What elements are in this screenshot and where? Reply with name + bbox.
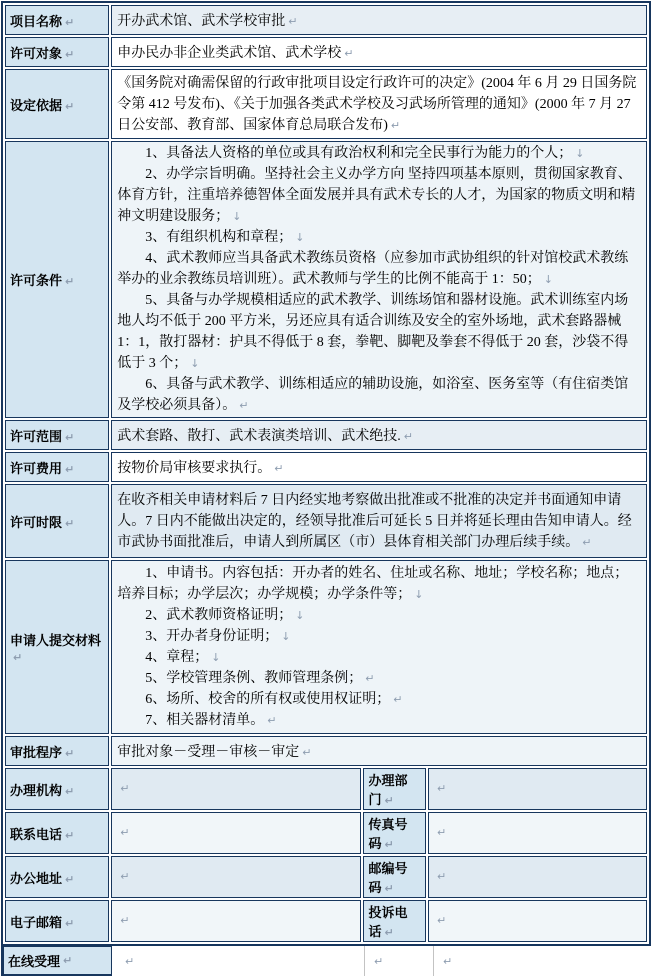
linebreak-mark: ↓ (414, 588, 424, 601)
label-fax-number (363, 812, 426, 854)
return-mark: ↵ (13, 650, 23, 664)
label-text: 项目名称 (10, 13, 63, 29)
return-mark: ↵ (344, 47, 354, 60)
label-text: 电子邮箱 (10, 914, 63, 930)
material-text: 7、相关器材清单。 (145, 713, 265, 728)
row-handling-agency (5, 768, 647, 810)
return-mark: ↵ (443, 954, 453, 968)
value-license-conditions (111, 141, 647, 418)
label-project-name (5, 5, 109, 35)
linebreak-mark: ↓ (543, 273, 553, 286)
value-handling-agency (111, 768, 361, 810)
value-text: 在收齐相关申请材料后 7 日内经实地考察做出批准或不批准的决定并书面通知申请人。7 日内不能做出决定的，经领导批准后可延长 5 日并将延长理由告知申请人。经市武协书面批准后，申请人到所属区（市）县体育相关部门办理后续手续。 (117, 492, 632, 550)
value-time-limit (111, 484, 647, 558)
condition-item (117, 290, 641, 374)
value-email (111, 900, 361, 942)
label-text: 办理机构 (10, 782, 63, 798)
label-time-limit (5, 484, 109, 558)
return-mark: ↵ (65, 916, 75, 930)
linebreak-mark: ↓ (281, 630, 291, 643)
return-mark: ↵ (365, 672, 375, 685)
label-postal-code (363, 856, 426, 898)
material-item (117, 647, 641, 668)
return-mark: ↵ (65, 746, 75, 760)
label-license-conditions (5, 141, 109, 418)
return-mark: ↵ (390, 118, 401, 132)
label-office-address (5, 856, 109, 898)
label-text: 许可费用 (10, 460, 63, 476)
return-mark: ↵ (65, 516, 75, 530)
return-mark: ↵ (239, 399, 249, 412)
return-mark: ↵ (120, 782, 130, 795)
row-license-scope (5, 420, 647, 450)
value-approval-procedure (111, 736, 647, 766)
value-complaint-phone (428, 900, 647, 942)
label-text: 邮编号码 (368, 861, 408, 895)
row-approval-procedure (5, 736, 647, 766)
material-item (117, 710, 641, 731)
return-mark: ↵ (302, 746, 312, 759)
return-mark: ↵ (288, 15, 298, 28)
condition-item (117, 374, 641, 416)
return-mark: ↵ (437, 870, 447, 883)
return-mark: ↵ (437, 782, 447, 795)
label-text: 许可条件 (10, 273, 63, 288)
value-text: 按物价局审核要求执行。 (117, 461, 272, 476)
row-license-fee (5, 452, 647, 482)
label-approval-procedure (5, 736, 109, 766)
material-text: 6、场所、校舍的所有权或使用权证明； (145, 692, 391, 707)
row-license-conditions (5, 141, 647, 418)
condition-text: 1、具备法人资格的单位或具有政治权利和完全民事行为能力的个人； (145, 146, 573, 161)
row-project-name (5, 5, 647, 35)
approval-info-table (1, 1, 651, 946)
return-mark: ↵ (403, 430, 413, 443)
value-text: 审批对象－受理－审核－审定 (117, 745, 300, 760)
material-item (117, 626, 641, 647)
row-time-limit (5, 484, 647, 558)
label-license-fee (5, 452, 109, 482)
label-text: 办理部门 (368, 773, 408, 807)
return-mark: ↵ (65, 15, 75, 29)
condition-item (117, 143, 641, 164)
row-license-target (5, 37, 647, 67)
label-handling-department (363, 768, 426, 810)
return-mark: ↵ (437, 826, 447, 839)
label-complaint-phone (363, 900, 426, 942)
material-text: 4、章程； (145, 650, 209, 665)
value-license-scope (111, 420, 647, 450)
condition-item (117, 227, 641, 248)
return-mark: ↵ (437, 914, 447, 927)
condition-text: 2、办学宗旨明确。坚持社会主义办学方向 坚持四项基本原则，贯彻国家教育、体育方针，注重培养德智体全面发展并具有武术专长的人才，为国家的物质文明和精神文明建设服务； (117, 167, 636, 224)
label-text: 联系电话 (10, 826, 63, 842)
return-mark: ↵ (384, 838, 394, 851)
label-text: 设定依据 (10, 97, 63, 113)
material-item (117, 668, 641, 689)
row-office-address (5, 856, 647, 898)
label-handling-agency (5, 768, 109, 810)
label-contact-phone (5, 812, 109, 854)
linebreak-mark: ↓ (295, 609, 305, 622)
return-mark: ↵ (120, 914, 130, 927)
label-text: 在线受理 (8, 954, 61, 969)
return-mark: ↵ (384, 794, 394, 807)
label-text: 许可对象 (10, 45, 63, 61)
row-email (5, 900, 647, 942)
row-contact-phone (5, 812, 647, 854)
condition-text: 3、有组织机构和章程； (145, 230, 293, 245)
label-license-target (5, 37, 109, 67)
value-text: 开办武术馆、武术学校审批 (117, 14, 286, 29)
value-project-name (111, 5, 647, 35)
condition-text: 4、武术教师应当具备武术教练员资格（应参加市武协组织的针对馆校武术教练举办的业余教练员培训班）。武术教师与学生的比例不能高于 1：50； (117, 251, 629, 287)
return-mark: ↵ (65, 872, 75, 886)
value-online-acceptance (116, 946, 364, 976)
return-mark: ↵ (65, 275, 75, 288)
return-mark: ↵ (393, 693, 403, 706)
return-mark: ↵ (65, 828, 75, 842)
value-license-target (111, 37, 647, 67)
material-item (117, 563, 641, 605)
return-mark: ↵ (65, 47, 75, 61)
return-mark: ↵ (65, 784, 75, 798)
label-license-scope (5, 420, 109, 450)
return-mark: ↵ (65, 430, 75, 444)
value-text: 武术套路、散打、武术表演类培训、武术绝技. (117, 429, 401, 444)
return-mark: ↵ (384, 882, 394, 895)
condition-item (117, 248, 641, 290)
label-text: 申请人提交材料 (10, 632, 102, 648)
approval-info-page (0, 1, 654, 976)
value-legal-basis (111, 69, 647, 139)
linebreak-mark: ↓ (211, 651, 221, 664)
condition-text: 5、具备与办学规模相适应的武术教学、训练场馆和器材设施。武术训练室内场地人均不低于 200 平方米，另还应具有适合训练及安全的室外场地，武术套路器械 1：1，散打器材：护具不得低于 8 套，拳靶、脚靶及拳套不得低于 20 套，沙袋不得低于 3 个； (117, 293, 629, 371)
return-mark: ↵ (274, 462, 284, 475)
value-postal-code (428, 856, 647, 898)
online-acceptance-cell-3 (433, 946, 646, 976)
row-legal-basis (5, 69, 647, 139)
label-email (5, 900, 109, 942)
label-legal-basis (5, 69, 109, 139)
value-handling-department (428, 768, 647, 810)
condition-text: 6、具备与武术教学、训练相适应的辅助设施，如浴室、医务室等（有住宿类馆及学校必须具备）。 (117, 377, 629, 413)
material-item (117, 689, 641, 710)
linebreak-mark: ↓ (295, 231, 305, 244)
return-mark: ↵ (120, 870, 130, 883)
value-text: 《国务院对确需保留的行政审批项目设定行政许可的决定》(2004 年 6 月 29 日国务院令第 412 号发布)、《关于加强各类武术学校及习武场所管理的通知》(2000 年 7 月 27 日公安部、教育部、国家体育总局联合发布) (117, 75, 637, 133)
value-fax-number (428, 812, 647, 854)
material-text: 1、申请书。内容包括：开办者的姓名、住址或名称、地址；学校名称；地点；培养目标；办学层次；办学规模；办学条件等； (117, 566, 629, 602)
value-text: 申办民办非企业类武术馆、武术学校 (117, 46, 342, 61)
return-mark: ↵ (267, 714, 277, 727)
material-text: 2、武术教师资格证明； (145, 608, 293, 623)
linebreak-mark: ↓ (190, 357, 200, 370)
row-applicant-materials (5, 560, 647, 734)
value-license-fee (111, 452, 647, 482)
condition-item (117, 164, 641, 227)
material-item (117, 605, 641, 626)
value-applicant-materials (111, 560, 647, 734)
return-mark: ↵ (374, 954, 384, 968)
linebreak-mark: ↓ (575, 147, 585, 160)
return-mark: ↵ (65, 462, 75, 476)
value-office-address (111, 856, 361, 898)
online-acceptance-cell-2 (364, 946, 433, 976)
label-text: 许可时限 (10, 514, 63, 530)
row-online-acceptance (1, 946, 654, 976)
return-mark: ↵ (63, 954, 73, 967)
label-applicant-materials (5, 560, 109, 734)
return-mark: ↵ (120, 826, 130, 839)
label-online-acceptance (1, 946, 112, 976)
label-text: 传真号码 (368, 817, 408, 851)
return-mark: ↵ (384, 926, 394, 939)
return-mark: ↵ (125, 954, 135, 968)
return-mark: ↵ (65, 99, 75, 113)
label-text: 审批程序 (10, 744, 63, 760)
linebreak-mark: ↓ (232, 210, 242, 223)
return-mark: ↵ (582, 535, 592, 549)
label-text: 投诉电话 (368, 905, 408, 939)
material-text: 5、学校管理条例、教师管理条例； (145, 671, 363, 686)
material-text: 3、开办者身份证明； (145, 629, 279, 644)
value-contact-phone (111, 812, 361, 854)
label-text: 许可范围 (10, 428, 63, 444)
label-text: 办公地址 (10, 870, 63, 886)
